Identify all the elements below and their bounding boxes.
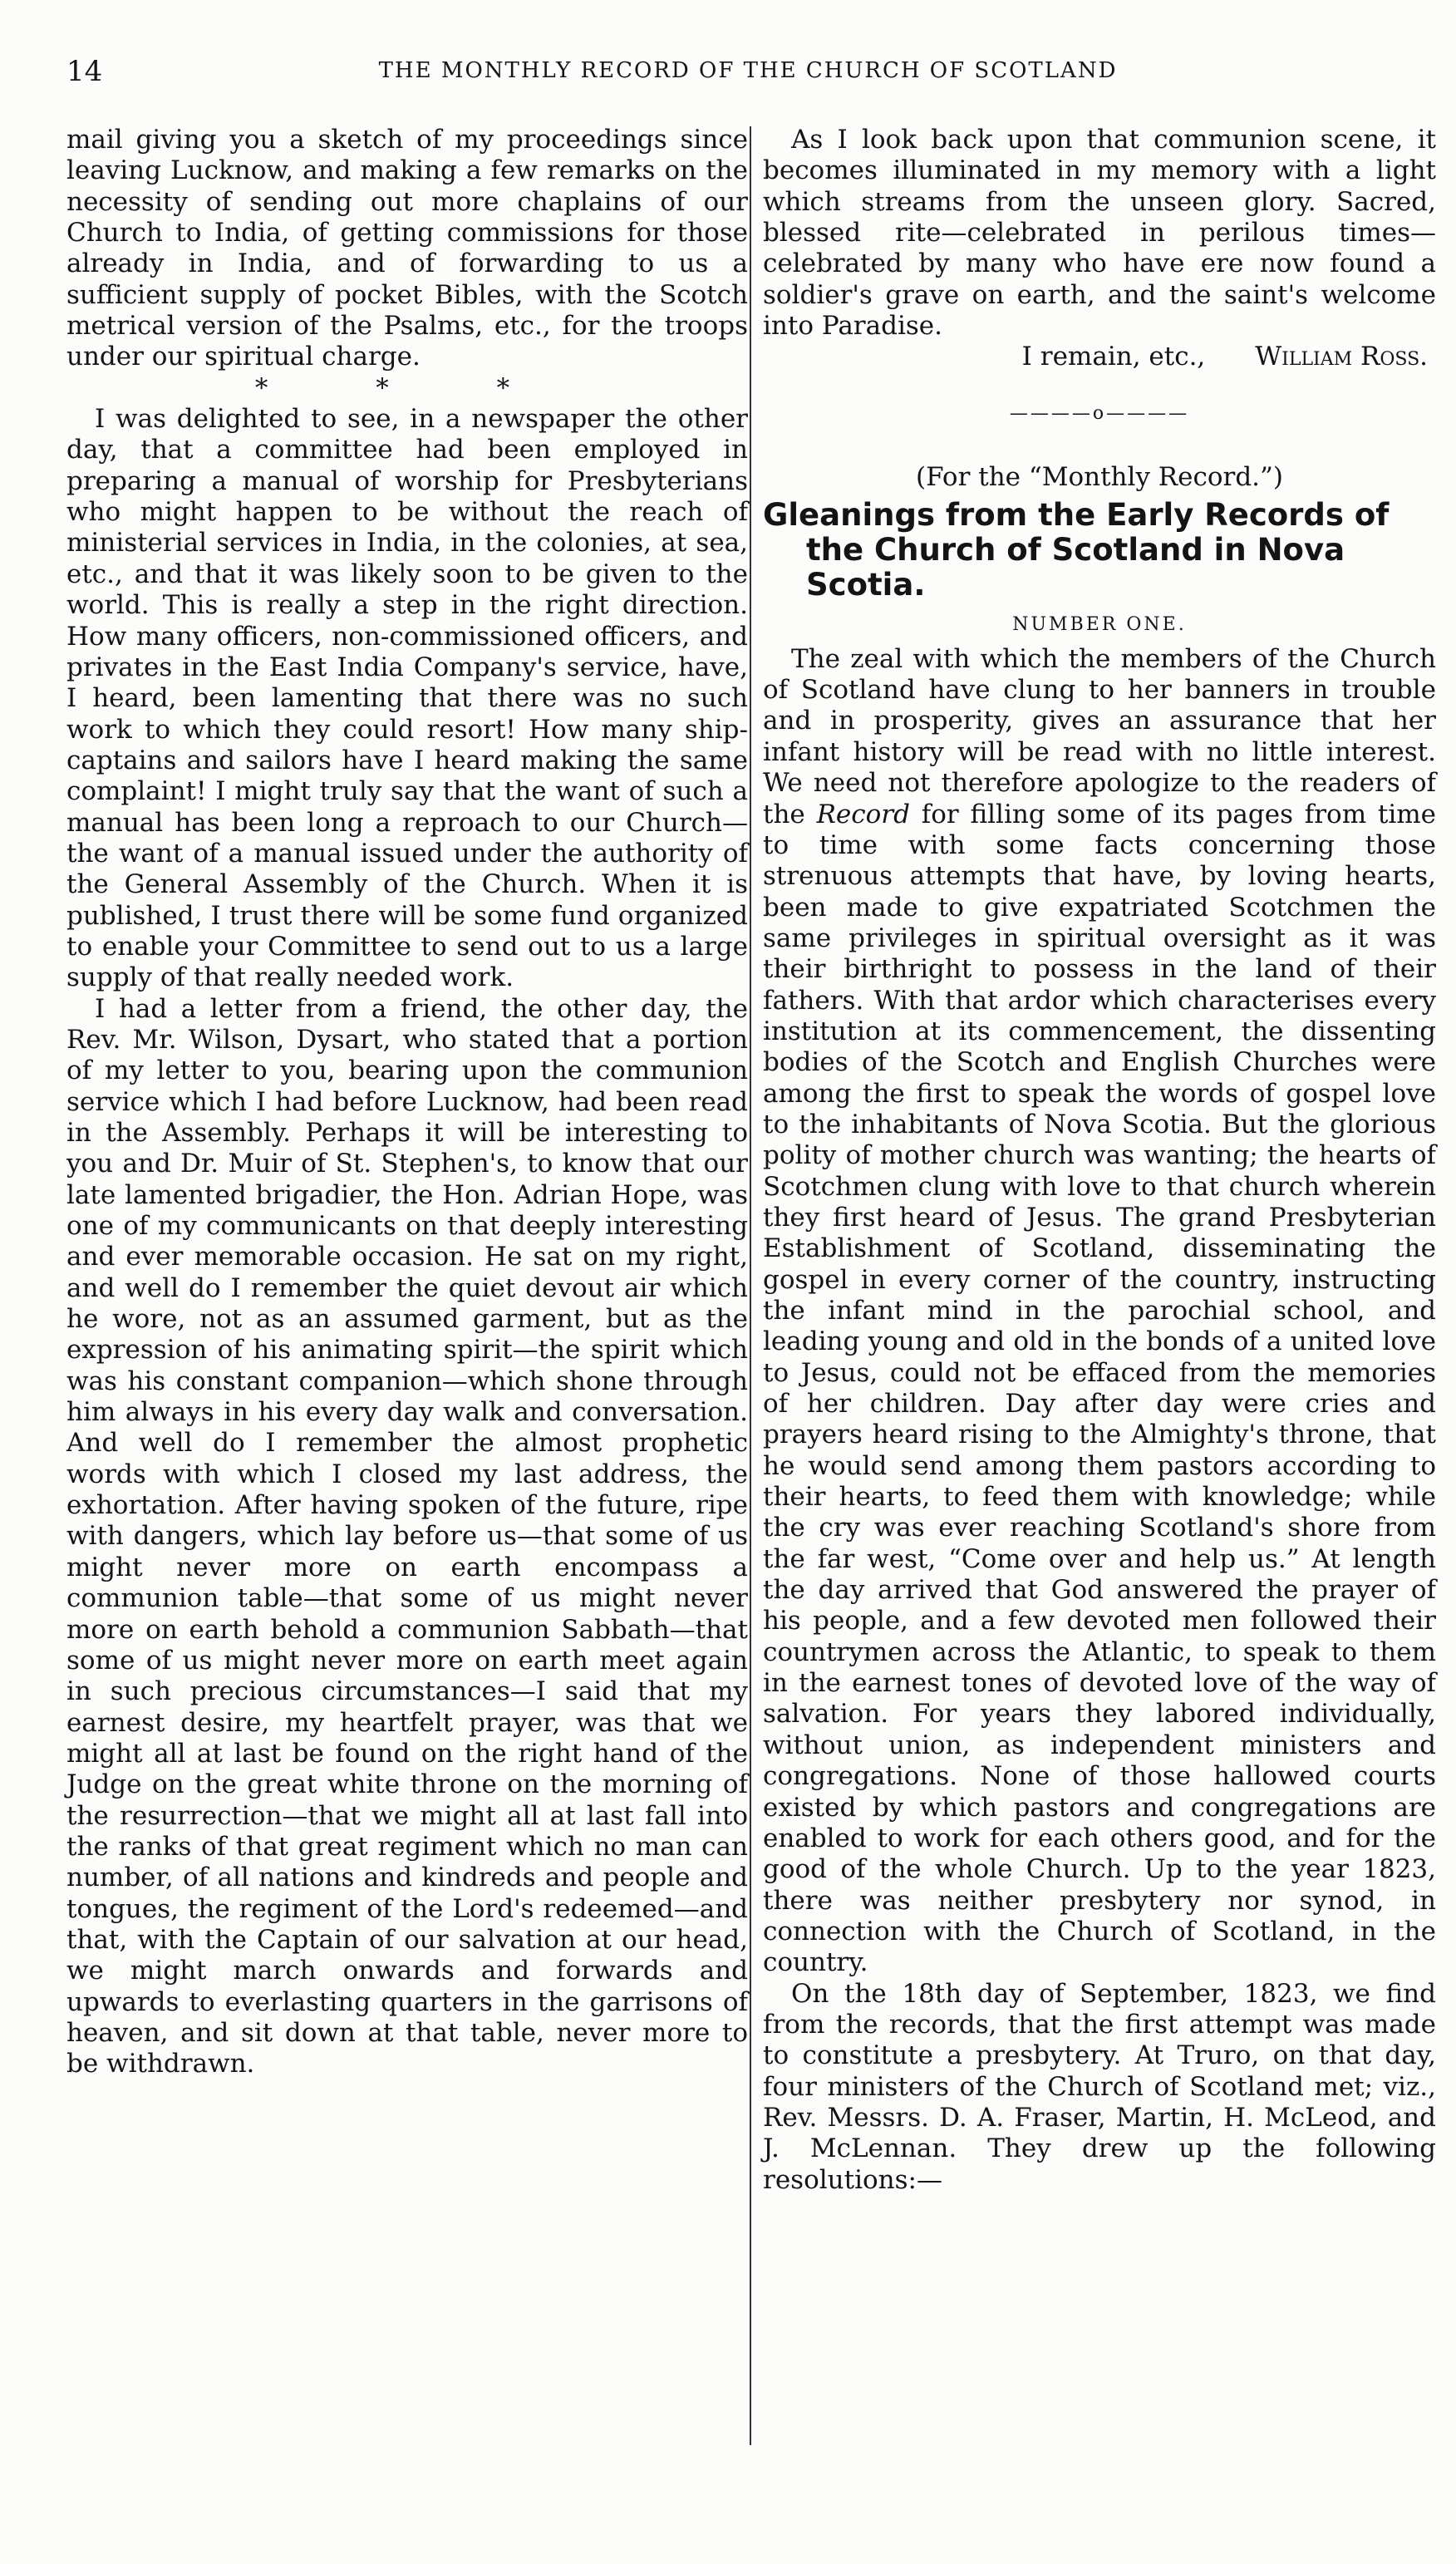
left-paragraph-2: I was delighted to see, in a newspaper the other day, that a committee had been employed in preparing a manual of worship for Presbyterians who might happen to be without the reach of ministerial services in India, in the colonies, at sea, etc., and that it was likely soon to be given to the world. This is really a step in the right direction. How many officers, non-commissioned officers, and privates in the East India Company's service, have, I heard, been lamenting that there was no such work to which they could resort! How many ship-captains and sailors have I heard making the same complaint! I might truly say that the want of such a manual has been long a reproach to our Church—the want of a manual issued under the authority of the General Assembly of the Church. When it is published, I trust there will be some fund organized to enable your Committee to send out to us a large supply of that really needed work. bbox=[66, 404, 748, 993]
asterisks-separator: * * * bbox=[254, 372, 560, 403]
right-paragraph-1: As I look back upon that communion scene, it becomes illuminated in my memory with a light which streams from the unseen glory. Sacred, blessed rite—celebrated in perilous times—celebrated by many who have ere now found a soldier's grave on earth, and the saint's welcome into Paradise. bbox=[763, 125, 1436, 342]
record-title-italic: Record bbox=[816, 799, 910, 829]
running-header bbox=[66, 55, 1429, 91]
column-divider bbox=[750, 126, 751, 2445]
right-column bbox=[763, 125, 1436, 2196]
article-paragraph-1 bbox=[763, 644, 1436, 1979]
page-number: 14 bbox=[66, 55, 103, 88]
article-number: NUMBER ONE. bbox=[1012, 614, 1187, 636]
left-column bbox=[66, 125, 748, 2080]
article-p1-text-a: The zeal with which the members of the Church of Scotland have clung to her banners in trouble and in prosperity, gives an assurance that her infant history will be read with no little interest. We need not therefore apologize to the readers of the bbox=[763, 643, 1436, 829]
article-paragraph-2: On the 18th day of September, 1823, we find from the records, that the first attempt was made to constitute a presbytery. At Truro, on that day, four ministers of the Church of Scotland met; viz., Rev. Messrs. D. A. Fraser, Martin, H. McLeod, and J. McLennan. They drew up the following resolutions:— bbox=[763, 1978, 1436, 2195]
article-title: Gleanings from the Early Records of the Church of Scotland in Nova Scotia. bbox=[763, 497, 1390, 603]
signature-name: William Ross. bbox=[1255, 342, 1428, 372]
signature-line bbox=[763, 342, 1436, 372]
section-separator: ————o———— bbox=[1009, 402, 1190, 424]
running-title: THE MONTHLY RECORD OF THE CHURCH OF SCOTLAND bbox=[378, 58, 1118, 83]
signature-remain: I remain, etc., bbox=[1021, 342, 1206, 372]
article-p1-text-b: for filling some of its pages from time to time with some facts concerning those strenuous attempts that have, by loving hearts, been made to give expatriated Scotchmen the same privileges in spiritual oversight as it was their birthright to possess in the land of their fathers. With that ardor which characterises every institution at its commencement, the dissenting bodies of the Scotch and English Churches were among the first to speak the words of gospel love to the inhabitants of Nova Scotia. But the glorious polity of mother church was wanting; the hearts of Scotchmen clung with love to that church wherein they first heard of Jesus. The grand Presbyterian Establishment of Scotland, disseminating the gospel in every corner of the country, instructing the infant mind in the parochial school, and leading young and old in the bonds of a united love to Jesus, could not be effaced from the memories of her children. Day after day were cries and prayers heard rising to the Almighty's throne, that he would send among them pastors according to their hearts, to feed them with knowledge; while the cry was ever reaching Scotland's shore from the far west, “Come over and help us.” At length the day arrived that God answered the prayer of his people, and a few devoted men followed their countrymen across the Atlantic, to speak to them in the earnest tones of devoted love of the way of salvation. For years they labored individually, without union, as independent ministers and congregations. None of those hallowed courts existed by which pastors and congregations are enabled to work for each others good, and for the good of the whole Church. Up to the year 1823, there was neither presbytery nor synod, in connection with the Church of Scotland, in the country. bbox=[763, 799, 1437, 1978]
left-paragraph-3: I had a letter from a friend, the other day, the Rev. Mr. Wilson, Dysart, who stated that a portion of my letter to you, bearing upon the communion service which I had before Lucknow, had been read in the Assembly. Perhaps it will be interesting to you and Dr. Muir of St. Stephen's, to know that our late lamented brigadier, the Hon. Adrian Hope, was one of my communicants on that deeply interesting and ever memorable occasion. He sat on my right, and well do I remember the quiet devout air which he wore, not as an assumed garment, but as the expression of his animating spirit—the spirit which was his constant companion—which shone through him always in his every day walk and conversation. And well do I remember the almost prophetic words with which I closed my last address, the exhortation. After having spoken of the future, ripe with dangers, which lay before us—that some of us might never more on earth encompass a communion table—that some of us might never more on earth behold a communion Sabbath—that some of us might never more on earth meet again in such precious circumstances—I said that my earnest desire, my heartfelt prayer, was that we might all at last be found on the right hand of the Judge on the great white throne on the morning of the resurrection—that we might all at last fall into the ranks of that great regiment which no man can number, of all nations and kindreds and people and tongues, the regiment of the Lord's redeemed—and that, with the Captain of our salvation at our head, we might march onwards and forwards and upwards to everlasting quarters in the garrisons of heaven, and sit down at that table, never more to be withdrawn. bbox=[66, 993, 748, 2079]
source-note: (For the “Monthly Record.”) bbox=[916, 462, 1283, 493]
left-paragraph-1: mail giving you a sketch of my proceedings since leaving Lucknow, and making a few remarks on the necessity of sending out more chaplains of our Church to India, of getting commissions for those already in India, and of forwarding to us a sufficient supply of pocket Bibles, with the Scotch metrical version of the Psalms, etc., for the troops under our spiritual charge. bbox=[66, 125, 748, 372]
